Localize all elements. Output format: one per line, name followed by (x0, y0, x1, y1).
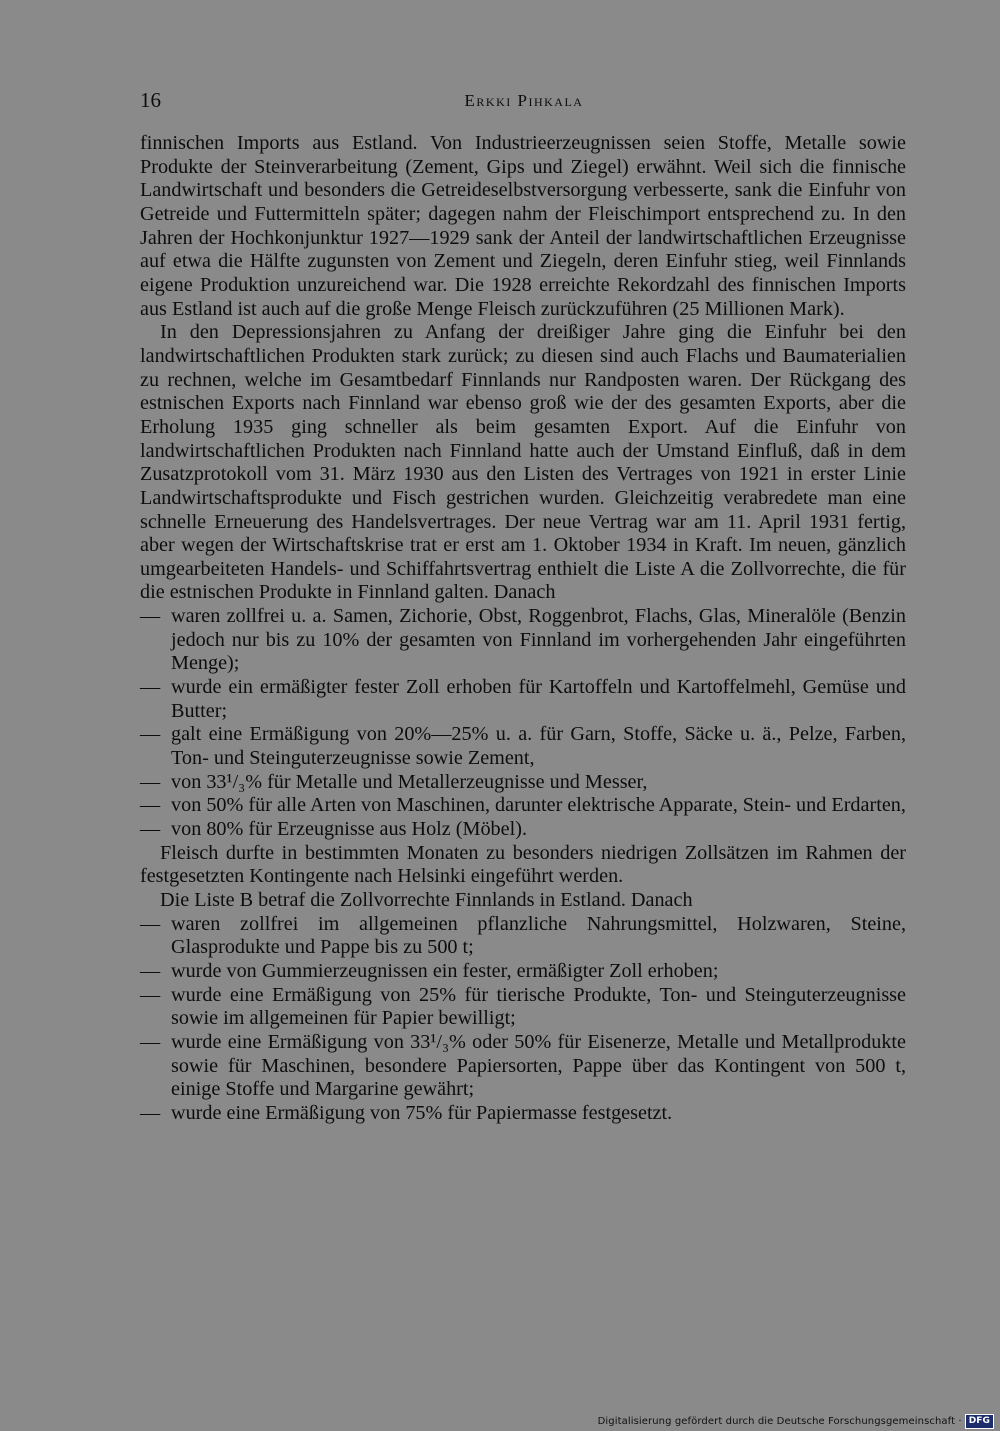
list-dash: — (140, 723, 161, 746)
list-item-text: von 33¹/₃% für Metalle und Metallerzeugnisse und Messer, (171, 770, 648, 793)
list-item (140, 1031, 906, 1102)
list-a (140, 605, 906, 842)
list-dash: — (140, 983, 161, 1006)
list-item-text: von 50% für alle Arten von Maschinen, darunter elektrische Apparate, Stein- und Erdarten, (171, 794, 906, 817)
list-item (140, 984, 906, 1031)
list-item (140, 771, 906, 795)
list-item-text: waren zollfrei u. a. Samen, Zichorie, Obst, Roggenbrot, Flachs, Glas, Mineralöle (Benzin jedoch nur bis zu 10% der gesamten von Finnland im vorhergehenden Jahr eingeführten Menge); (171, 605, 906, 675)
page-header (140, 88, 908, 118)
list-dash: — (140, 794, 161, 817)
list-item (140, 818, 906, 842)
list-item-text: von 80% für Erzeugnisse aus Holz (Möbel). (171, 818, 527, 841)
list-item (140, 913, 906, 960)
digitization-footer (598, 1414, 994, 1428)
list-item (140, 794, 906, 818)
page-number: 16 (140, 88, 161, 112)
list-item-text: wurde eine Ermäßigung von 25% für tierische Produkte, Ton- und Steinguterzeugnisse sowie im allgemeinen für Papier bewilligt; (171, 983, 906, 1030)
list-dash: — (140, 676, 161, 699)
list-dash: — (140, 912, 161, 935)
dfg-logo: DFG (965, 1414, 994, 1429)
list-b (140, 913, 906, 1126)
list-item-text: wurde von Gummierzeugnissen ein fester, ermäßigter Zoll erhoben; (171, 959, 719, 982)
body-text (140, 132, 906, 1126)
list-item (140, 960, 906, 984)
list-item (140, 1102, 906, 1126)
paragraph-1: finnischen Imports aus Estland. Von Industrieerzeugnissen seien Stoffe, Metalle sowie Produkte der Steinverarbeitung (Zement, Gips und Ziegel) erwähnt. Weil sich die finnische Landwirtschaft und besonders die Getreideselbstversorgung verbesserte, sank die Einfuhr von Getreide und Futtermitteln später; dagegen nahm der Fleischimport entsprechend zu. In den Jahren der Hochkonjunktur 1927—1929 sank der Anteil der landwirtschaftlichen Erzeugnisse auf etwa die Hälfte zugunsten von Zement und Ziegeln, deren Einfuhr stieg, weil Finnlands eigene Produktion unzureichend war. Die 1928 erreichte Rekordzahl des finnischen Imports aus Estland ist auch auf die große Menge Fleisch zurückzuführen (25 Millionen Mark). (140, 132, 906, 320)
list-item (140, 676, 906, 723)
list-dash: — (140, 770, 161, 793)
running-head: Erkki Pihkala (464, 91, 584, 110)
list-dash: — (140, 605, 161, 628)
list-item-text: wurde eine Ermäßigung von 33¹/₃% oder 50% für Eisenerze, Metalle und Metallprodukte sowie für Maschinen, besondere Papiersorten, Pappe über das Kontingent von 500 t, einige Stoffe und Margarine gewährt; (171, 1030, 906, 1101)
list-dash: — (140, 959, 161, 982)
list-item (140, 723, 906, 770)
paragraph-3: Fleisch durfte in bestimmten Monaten zu besonders niedrigen Zollsätzen im Rahmen der festgesetzten Kontingente nach Helsinki eingeführt werden. (140, 841, 906, 888)
paragraph-4: Die Liste B betraf die Zollvorrechte Finnlands in Estland. Danach (160, 889, 693, 911)
list-item (140, 605, 906, 676)
list-dash: — (140, 818, 161, 841)
footer-credit-text: Digitalisierung gefördert durch die Deutsche Forschungsgemeinschaft · (597, 1415, 962, 1427)
list-item-text: wurde eine Ermäßigung von 75% für Papiermasse festgesetzt. (171, 1101, 673, 1124)
paragraph-2: In den Depressionsjahren zu Anfang der dreißiger Jahre ging die Einfuhr bei den landwirtschaftlichen Produkten stark zurück; zu diesen sind auch Flachs und Baumaterialien zu rechnen, welche im Gesamtbedarf Finnlands nur Randposten waren. Der Rückgang des estnischen Exports nach Finnland war ebenso groß wie der des gesamten Exports, aber die Erholung 1935 ging schneller als beim gesamten Export. Auf die Einfuhr von landwirtschaftlichen Produkten nach Finnland hatte auch der Umstand Einfluß, daß in dem Zusatzprotokoll vom 31. März 1930 aus den Listen des Vertrages von 1921 in erster Linie Landwirtschaftsprodukte und Fisch gestrichen wurden. Gleichzeitig verabredete man eine schnelle Erneuerung des Handelsvertrages. Der neue Vertrag war am 11. April 1931 fertig, aber wegen der Wirtschaftskrise trat er erst am 1. Oktober 1934 in Kraft. Im neuen, gänzlich umgearbeiteten Handels- und Schiffahrtsvertrag enthielt die Liste A die Zollvorrechte, die für die estnischen Produkte in Finnland galten. Danach (140, 321, 906, 604)
list-item-text: galt eine Ermäßigung von 20%—25% u. a. für Garn, Stoffe, Säcke u. ä., Pelze, Farben, Ton- und Steinguterzeugnisse sowie Zement, (171, 723, 906, 770)
list-item-text: waren zollfrei im allgemeinen pflanzliche Nahrungsmittel, Holzwaren, Steine, Glasprodukte und Pappe bis zu 500 t; (171, 912, 906, 959)
list-dash: — (140, 1101, 161, 1124)
list-dash: — (140, 1030, 161, 1053)
list-item-text: wurde ein ermäßigter fester Zoll erhoben für Kartoffeln und Kartoffelmehl, Gemüse und Butter; (171, 676, 906, 722)
